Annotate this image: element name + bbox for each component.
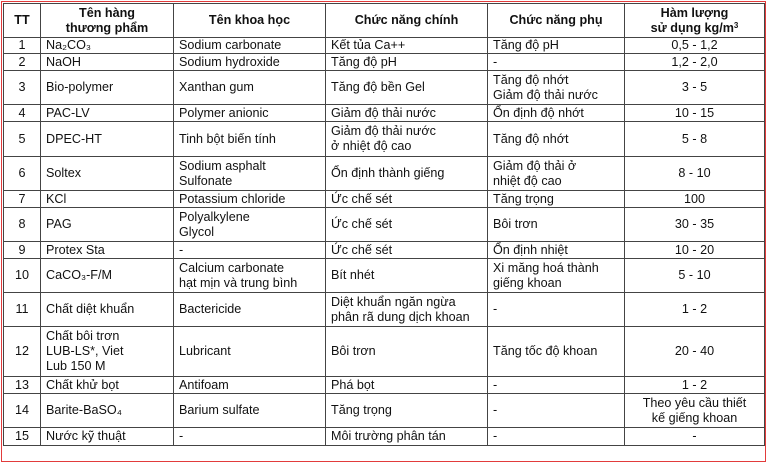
cell-secondary-function: - bbox=[488, 54, 625, 71]
cell-product: CaCO₃-F/M bbox=[41, 259, 174, 293]
header-product-name: Tên hàng thương phẩm bbox=[41, 4, 174, 38]
cell-tt: 11 bbox=[4, 293, 41, 327]
cell-product: Bio-polymer bbox=[41, 71, 174, 105]
cell-secondary-function: Bôi trơn bbox=[488, 208, 625, 242]
cell-secondary-function: Xi măng hoá thành giếng khoan bbox=[488, 259, 625, 293]
table-row bbox=[4, 71, 765, 105]
table-row bbox=[4, 327, 765, 377]
cell-scientific: Lubricant bbox=[174, 327, 326, 377]
cell-scientific: Bactericide bbox=[174, 293, 326, 327]
cell-main-function: Bít nhét bbox=[326, 259, 488, 293]
cell-scientific: Sodium carbonate bbox=[174, 38, 326, 54]
table-row bbox=[4, 259, 765, 293]
cell-main-function: Ức chế sét bbox=[326, 191, 488, 208]
cell-secondary-function: Ổn định nhiệt bbox=[488, 242, 625, 259]
header-tt: TT bbox=[4, 4, 41, 38]
cell-content: 8 - 10 bbox=[625, 157, 765, 191]
cell-scientific: Barium sulfate bbox=[174, 394, 326, 428]
cell-tt: 4 bbox=[4, 105, 41, 122]
header-scientific-name: Tên khoa học bbox=[174, 4, 326, 38]
cell-product: DPEC-HT bbox=[41, 122, 174, 157]
header-content-label: Hàm lượng sử dụng kg/m bbox=[650, 5, 734, 35]
table-row bbox=[4, 157, 765, 191]
cell-secondary-function: - bbox=[488, 293, 625, 327]
cell-main-function: Bôi trơn bbox=[326, 327, 488, 377]
table-row bbox=[4, 54, 765, 71]
header-secondary-function: Chức năng phụ bbox=[488, 4, 625, 38]
cell-content: 1 - 2 bbox=[625, 293, 765, 327]
cell-tt: 9 bbox=[4, 242, 41, 259]
table-row bbox=[4, 293, 765, 327]
cell-tt: 13 bbox=[4, 377, 41, 394]
cell-product: Chất diệt khuẩn bbox=[41, 293, 174, 327]
cell-tt: 12 bbox=[4, 327, 41, 377]
cell-main-function: Kết tủa Ca++ bbox=[326, 38, 488, 54]
cell-main-function: Giảm độ thải nước bbox=[326, 105, 488, 122]
table-row bbox=[4, 377, 765, 394]
cell-tt: 5 bbox=[4, 122, 41, 157]
cell-main-function: Tăng trọng bbox=[326, 394, 488, 428]
cell-content: 5 - 8 bbox=[625, 122, 765, 157]
cell-tt: 2 bbox=[4, 54, 41, 71]
cell-scientific: Antifoam bbox=[174, 377, 326, 394]
cell-content: 0,5 - 1,2 bbox=[625, 38, 765, 54]
cell-secondary-function: Ổn định độ nhớt bbox=[488, 105, 625, 122]
table-row bbox=[4, 122, 765, 157]
cell-main-function: Diệt khuẩn ngăn ngừa phân rã dung dịch khoan bbox=[326, 293, 488, 327]
cell-main-function: Ức chế sét bbox=[326, 242, 488, 259]
cell-content: 5 - 10 bbox=[625, 259, 765, 293]
cell-content: 1,2 - 2,0 bbox=[625, 54, 765, 71]
additives-table bbox=[3, 3, 765, 446]
cell-scientific: Potassium chloride bbox=[174, 191, 326, 208]
cell-content: - bbox=[625, 428, 765, 446]
cell-main-function: Giảm độ thải nước ở nhiệt độ cao bbox=[326, 122, 488, 157]
cell-tt: 15 bbox=[4, 428, 41, 446]
cell-product: Chất bôi trơn LUB-LS*, Viet Lub 150 M bbox=[41, 327, 174, 377]
table-row bbox=[4, 208, 765, 242]
cell-secondary-function: Tăng độ nhớt Giảm độ thải nước bbox=[488, 71, 625, 105]
cell-content: 30 - 35 bbox=[625, 208, 765, 242]
cell-tt: 3 bbox=[4, 71, 41, 105]
cell-secondary-function: - bbox=[488, 377, 625, 394]
cell-scientific: Polyalkylene Glycol bbox=[174, 208, 326, 242]
cell-main-function: Ức chế sét bbox=[326, 208, 488, 242]
header-row bbox=[4, 4, 765, 38]
cell-tt: 7 bbox=[4, 191, 41, 208]
cell-main-function: Môi trường phân tán bbox=[326, 428, 488, 446]
cell-tt: 10 bbox=[4, 259, 41, 293]
cell-product: Barite-BaSO₄ bbox=[41, 394, 174, 428]
header-main-function: Chức năng chính bbox=[326, 4, 488, 38]
cell-secondary-function: - bbox=[488, 394, 625, 428]
cell-content: 1 - 2 bbox=[625, 377, 765, 394]
cell-product: Chất khử bọt bbox=[41, 377, 174, 394]
table-row bbox=[4, 242, 765, 259]
cell-tt: 14 bbox=[4, 394, 41, 428]
cell-main-function: Ổn định thành giếng bbox=[326, 157, 488, 191]
cell-product: Soltex bbox=[41, 157, 174, 191]
cell-content: 3 - 5 bbox=[625, 71, 765, 105]
cell-product: Protex Sta bbox=[41, 242, 174, 259]
cell-secondary-function: Tăng trọng bbox=[488, 191, 625, 208]
header-content bbox=[625, 4, 765, 38]
table-row bbox=[4, 38, 765, 54]
cell-content: Theo yêu cầu thiết kế giếng khoan bbox=[625, 394, 765, 428]
cell-secondary-function: Tăng độ pH bbox=[488, 38, 625, 54]
cell-scientific: - bbox=[174, 428, 326, 446]
cell-secondary-function: Giảm độ thải ở nhiệt độ cao bbox=[488, 157, 625, 191]
table-row bbox=[4, 105, 765, 122]
cell-secondary-function: Tăng độ nhớt bbox=[488, 122, 625, 157]
cell-main-function: Tăng độ pH bbox=[326, 54, 488, 71]
cell-secondary-function: Tăng tốc độ khoan bbox=[488, 327, 625, 377]
cell-content: 10 - 20 bbox=[625, 242, 765, 259]
cell-product: Nước kỹ thuật bbox=[41, 428, 174, 446]
cell-scientific: Calcium carbonate hạt mịn và trung bình bbox=[174, 259, 326, 293]
cell-product: KCl bbox=[41, 191, 174, 208]
cell-secondary-function: - bbox=[488, 428, 625, 446]
cell-product: Na₂CO₃ bbox=[41, 38, 174, 54]
cell-main-function: Phá bọt bbox=[326, 377, 488, 394]
cell-scientific: Sodium asphalt Sulfonate bbox=[174, 157, 326, 191]
cell-scientific: Sodium hydroxide bbox=[174, 54, 326, 71]
cell-product: PAG bbox=[41, 208, 174, 242]
cell-scientific: - bbox=[174, 242, 326, 259]
cell-product: NaOH bbox=[41, 54, 174, 71]
cell-content: 20 - 40 bbox=[625, 327, 765, 377]
cell-product: PAC-LV bbox=[41, 105, 174, 122]
cell-scientific: Tinh bột biến tính bbox=[174, 122, 326, 157]
cell-tt: 1 bbox=[4, 38, 41, 54]
cell-tt: 6 bbox=[4, 157, 41, 191]
table-row bbox=[4, 191, 765, 208]
table-row bbox=[4, 394, 765, 428]
cell-content: 100 bbox=[625, 191, 765, 208]
cell-main-function: Tăng độ bền Gel bbox=[326, 71, 488, 105]
table-row bbox=[4, 428, 765, 446]
cell-content: 10 - 15 bbox=[625, 105, 765, 122]
header-content-exponent: 3 bbox=[733, 20, 739, 30]
cell-tt: 8 bbox=[4, 208, 41, 242]
table-body bbox=[4, 38, 765, 446]
cell-scientific: Polymer anionic bbox=[174, 105, 326, 122]
cell-scientific: Xanthan gum bbox=[174, 71, 326, 105]
